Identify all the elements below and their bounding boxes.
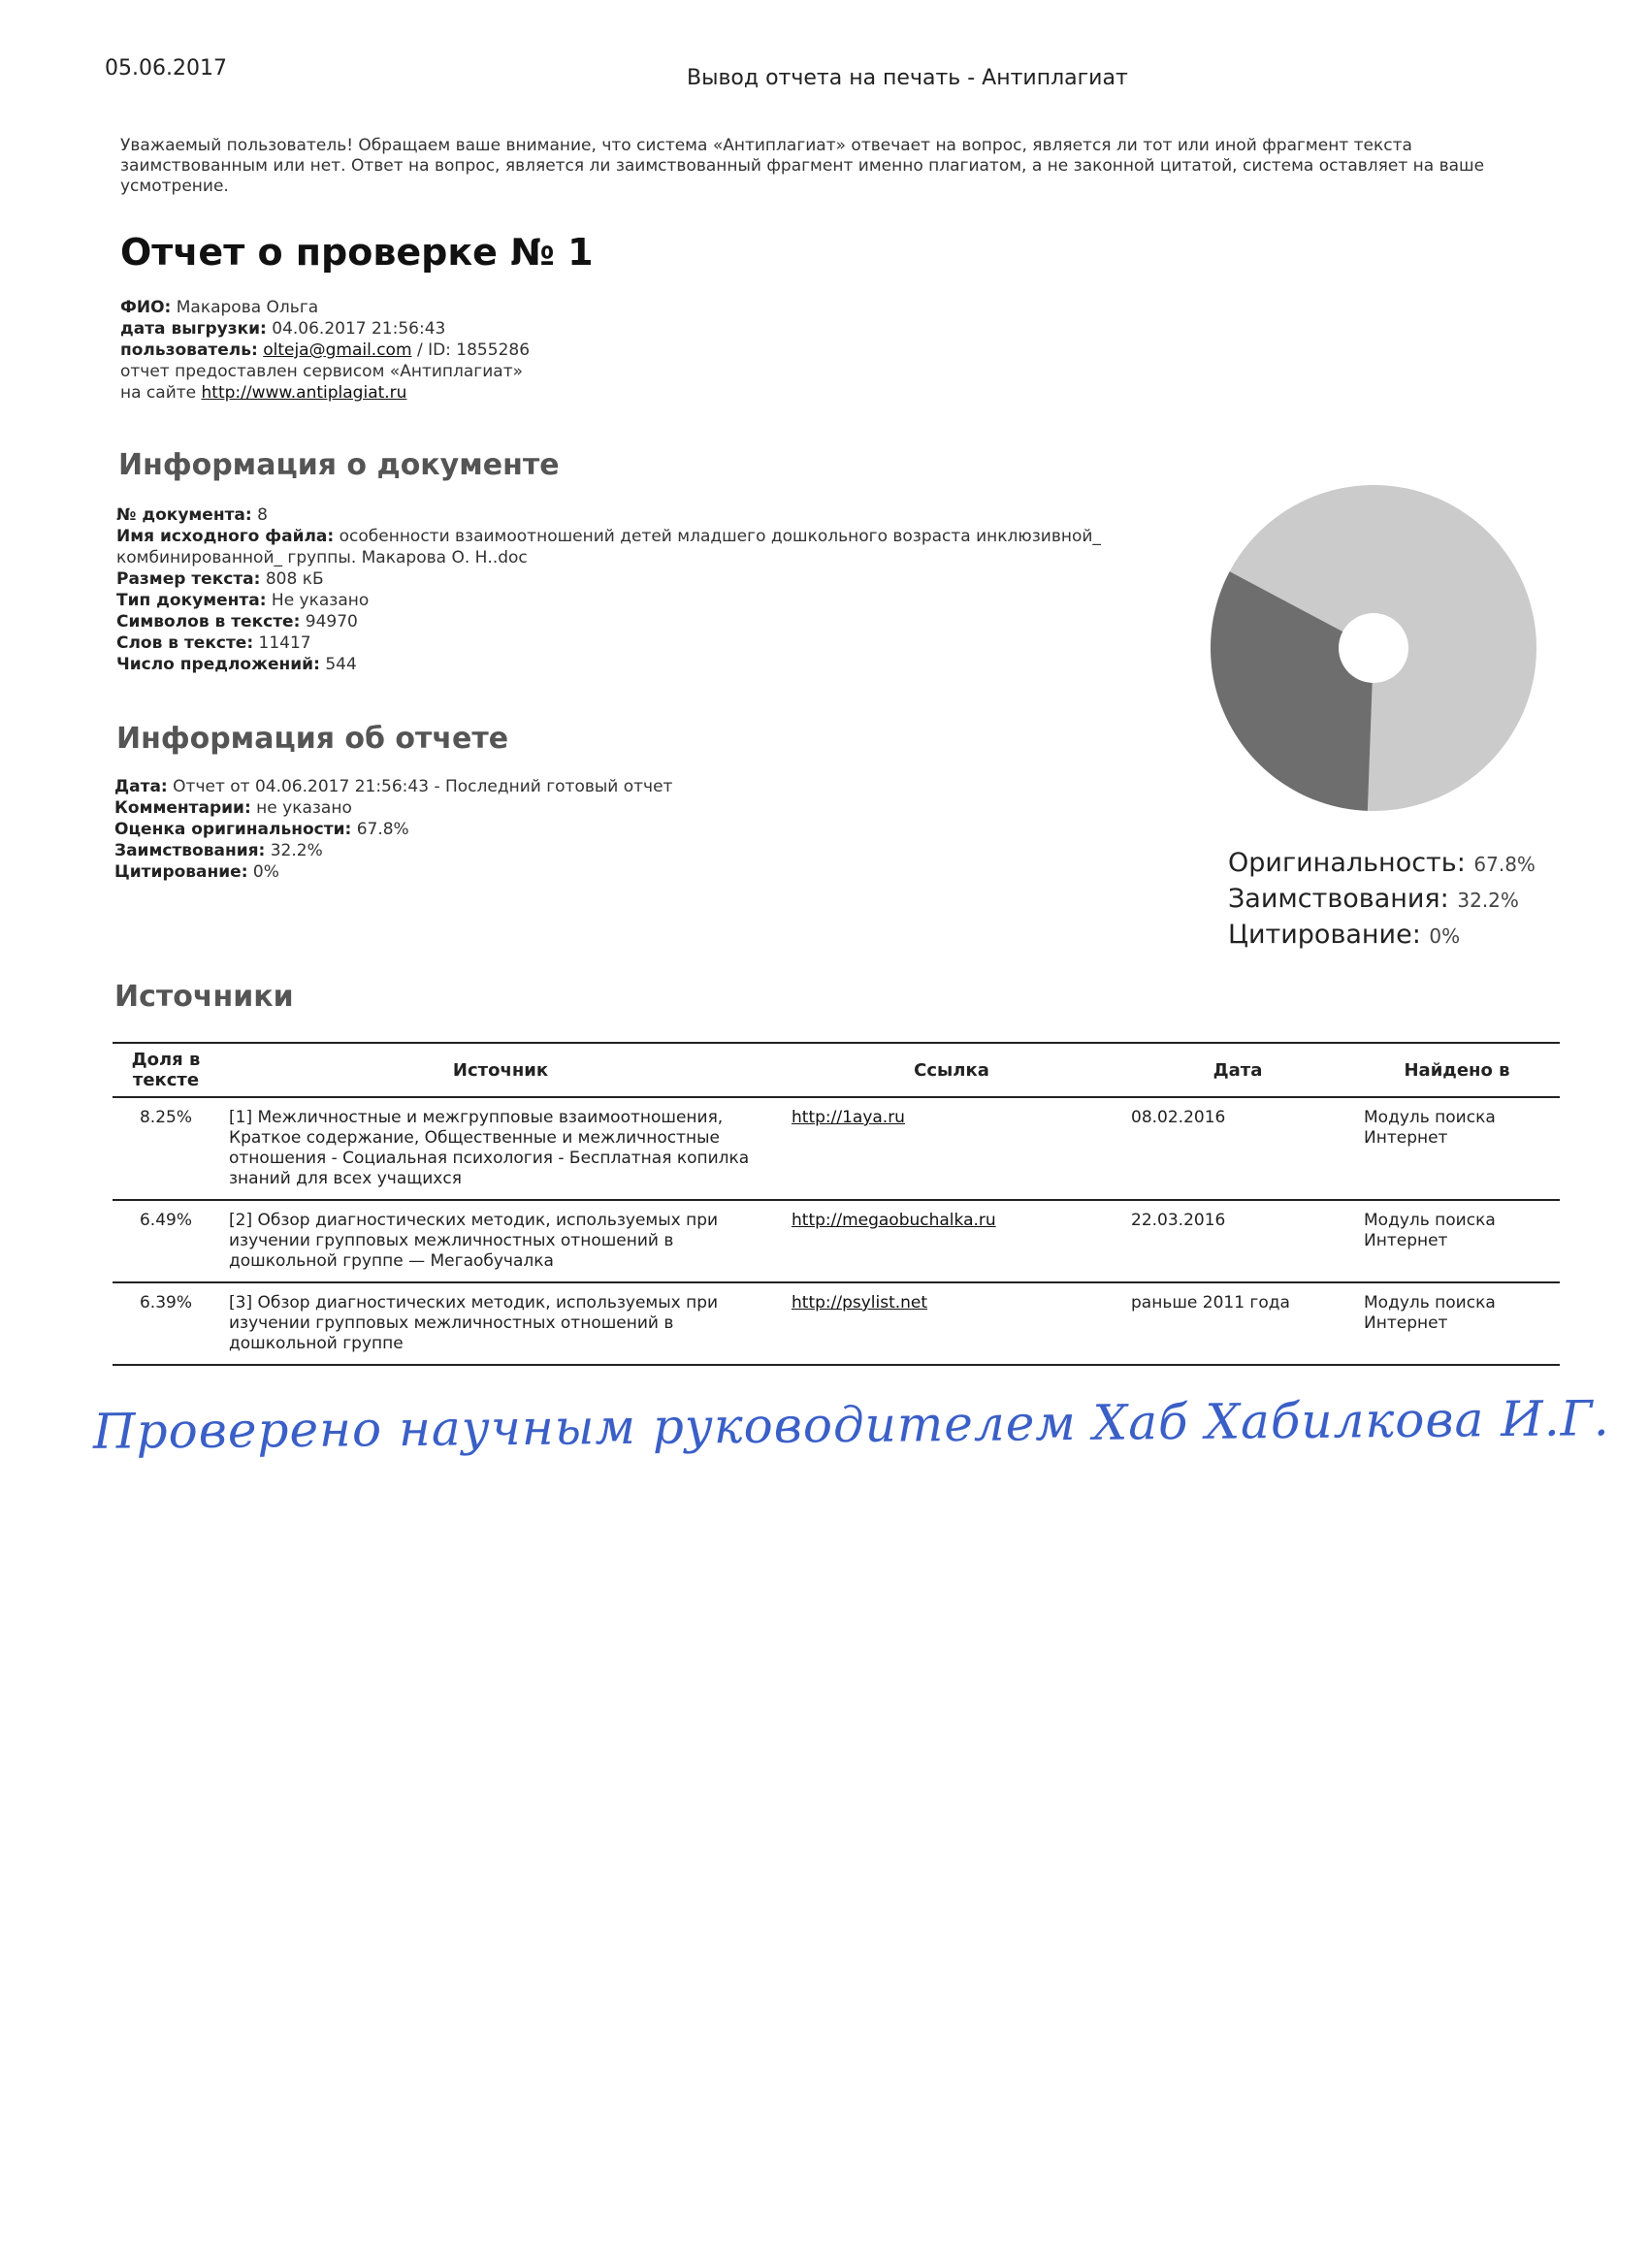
provided-row: отчет предоставлен сервисом «Антиплагиат»: [120, 362, 523, 381]
upload-row: [120, 318, 530, 340]
type-row: [116, 590, 1174, 611]
words-label: Слов в тексте:: [116, 633, 254, 653]
donut-hole: [1339, 613, 1408, 683]
sources-header-row: [113, 1043, 1560, 1097]
site-row: [120, 382, 530, 404]
file-name-label: Имя исходного файла:: [116, 527, 335, 546]
originality-donut-chart: [1209, 483, 1538, 813]
share-cell: 6.39%: [139, 1293, 192, 1312]
report-info: [114, 776, 672, 883]
date-cell: раньше 2011 года: [1131, 1293, 1290, 1312]
share-cell: 8.25%: [139, 1108, 192, 1127]
source-cell: [1] Межличностные и межгрупповые взаимоотношения, Краткое содержание, Общественные и межличностные отношения - Социальная психология - Бесплатная копилка знаний для всех учащихся: [229, 1108, 750, 1188]
borrowings-row: [114, 840, 672, 861]
chars-label: Символов в тексте:: [116, 612, 301, 632]
found-cell: Модуль поиска Интернет: [1364, 1108, 1496, 1148]
source-cell: [3] Обзор диагностических методик, используемых при изучении групповых межличностных отношений в дошкольной группе: [229, 1293, 719, 1353]
col-source: Источник: [452, 1059, 549, 1081]
sentences-label: Число предложений:: [116, 655, 320, 674]
col-link: Ссылка: [914, 1059, 989, 1081]
report-date: Отчет от 04.06.2017 21:56:43 - Последний готовый отчет: [173, 777, 673, 796]
sources-title: Источники: [114, 980, 294, 1014]
col-found: Найдено в: [1404, 1059, 1510, 1081]
borrowings-label: Заимствования:: [114, 841, 266, 860]
originality-label: Оценка оригинальности:: [114, 820, 352, 839]
fio-value: Макарова Ольга: [176, 298, 319, 317]
doc-number-label: № документа:: [116, 505, 252, 525]
table-row: [113, 1200, 1560, 1282]
chars-value: 94970: [305, 612, 358, 632]
report-info-title: Информация об отчете: [116, 722, 509, 756]
date-cell: 08.02.2016: [1131, 1108, 1226, 1127]
file-name-row: [116, 526, 1174, 568]
link-cell: [782, 1200, 1121, 1282]
chars-row: [116, 611, 1174, 632]
doc-info: [116, 504, 1174, 675]
originality-value: 67.8%: [356, 820, 409, 839]
date-cell: 22.03.2016: [1131, 1211, 1226, 1230]
legend-originality-value: 67.8%: [1473, 853, 1536, 876]
handwritten-signature: Проверено научным руководителем Хаб Хабилкова И.Г.: [92, 1390, 1610, 1460]
words-row: [116, 632, 1174, 654]
site-prefix: на сайте: [120, 383, 197, 403]
citation-row: [114, 861, 672, 883]
print-date: 05.06.2017: [105, 56, 227, 81]
legend-citation-value: 0%: [1429, 924, 1461, 948]
user-email-link[interactable]: olteja@gmail.com: [263, 340, 412, 360]
borrowings-value: 32.2%: [270, 841, 323, 860]
size-label: Размер текста:: [116, 569, 261, 589]
originality-row: [114, 819, 672, 840]
size-row: [116, 568, 1174, 590]
file-name: особенности взаимоотношений детей младшего дошкольного возраста инклюзивной_ комбинированной_ группы. Макарова О. Н..doc: [116, 527, 1101, 567]
comments-row: [114, 797, 672, 819]
user-row: [120, 340, 530, 361]
report-date-row: [114, 776, 672, 797]
upload-date: 04.06.2017 21:56:43: [272, 319, 446, 339]
legend-borrowings-label: Заимствования:: [1228, 884, 1449, 914]
report-date-label: Дата:: [114, 777, 168, 796]
fio-label: ФИО:: [120, 298, 172, 317]
legend-originality: [1228, 846, 1536, 882]
col-share: Доля в тексте: [131, 1050, 201, 1090]
legend-borrowings-value: 32.2%: [1457, 889, 1519, 912]
legend-citation-label: Цитирование:: [1228, 920, 1421, 950]
type-value: Не указано: [271, 591, 370, 610]
share-cell: 6.49%: [139, 1211, 192, 1230]
page-title: Вывод отчета на печать - Антиплагиат: [687, 66, 1128, 90]
user-label: пользователь:: [120, 340, 258, 360]
doc-info-title: Информация о документе: [118, 448, 560, 482]
legend-borrowings: [1228, 882, 1536, 918]
size-value: 808 кБ: [265, 569, 324, 589]
found-cell: Модуль поиска Интернет: [1364, 1211, 1496, 1250]
source-link[interactable]: http://psylist.net: [792, 1293, 928, 1312]
fio-row: [120, 297, 530, 318]
link-cell: [782, 1097, 1121, 1200]
doc-number: 8: [257, 505, 268, 525]
col-date: Дата: [1212, 1059, 1263, 1081]
table-row: [113, 1282, 1560, 1365]
sentences-value: 544: [325, 655, 357, 674]
comments-label: Комментарии:: [114, 798, 251, 818]
link-cell: [782, 1282, 1121, 1365]
legend-originality-label: Оригинальность:: [1228, 848, 1466, 878]
doc-number-row: [116, 504, 1174, 526]
table-row: [113, 1097, 1560, 1200]
citation-label: Цитирование:: [114, 862, 248, 882]
chart-legend: [1228, 846, 1536, 954]
upload-label: дата выгрузки:: [120, 319, 267, 339]
sources-table: [113, 1042, 1560, 1366]
user-notice: Уважаемый пользователь! Обращаем ваше внимание, что система «Антиплагиат» отвечает на вопрос, является ли тот или иной фрагмент текста заимствованным или нет. Ответ на вопрос, является ли заимствованный фрагмент именно плагиатом, а не законной цитатой, система оставляет на ваше усмотрение.: [120, 136, 1485, 196]
citation-value: 0%: [252, 862, 279, 882]
found-cell: Модуль поиска Интернет: [1364, 1293, 1496, 1333]
report-title: Отчет о проверке № 1: [120, 231, 594, 274]
legend-citation: [1228, 918, 1536, 954]
words-value: 11417: [258, 633, 311, 653]
source-link[interactable]: http://megaobuchalka.ru: [792, 1211, 996, 1230]
user-id: / ID: 1855286: [416, 340, 531, 360]
type-label: Тип документа:: [116, 591, 267, 610]
sentences-row: [116, 654, 1174, 675]
comments-value: не указано: [256, 798, 352, 818]
report-meta: [120, 297, 530, 404]
site-link[interactable]: http://www.antiplagiat.ru: [201, 383, 407, 403]
source-cell: [2] Обзор диагностических методик, используемых при изучении групповых межличностных отношений в дошкольной группе — Мегаобучалка: [229, 1211, 719, 1271]
source-link[interactable]: http://1aya.ru: [792, 1108, 905, 1127]
